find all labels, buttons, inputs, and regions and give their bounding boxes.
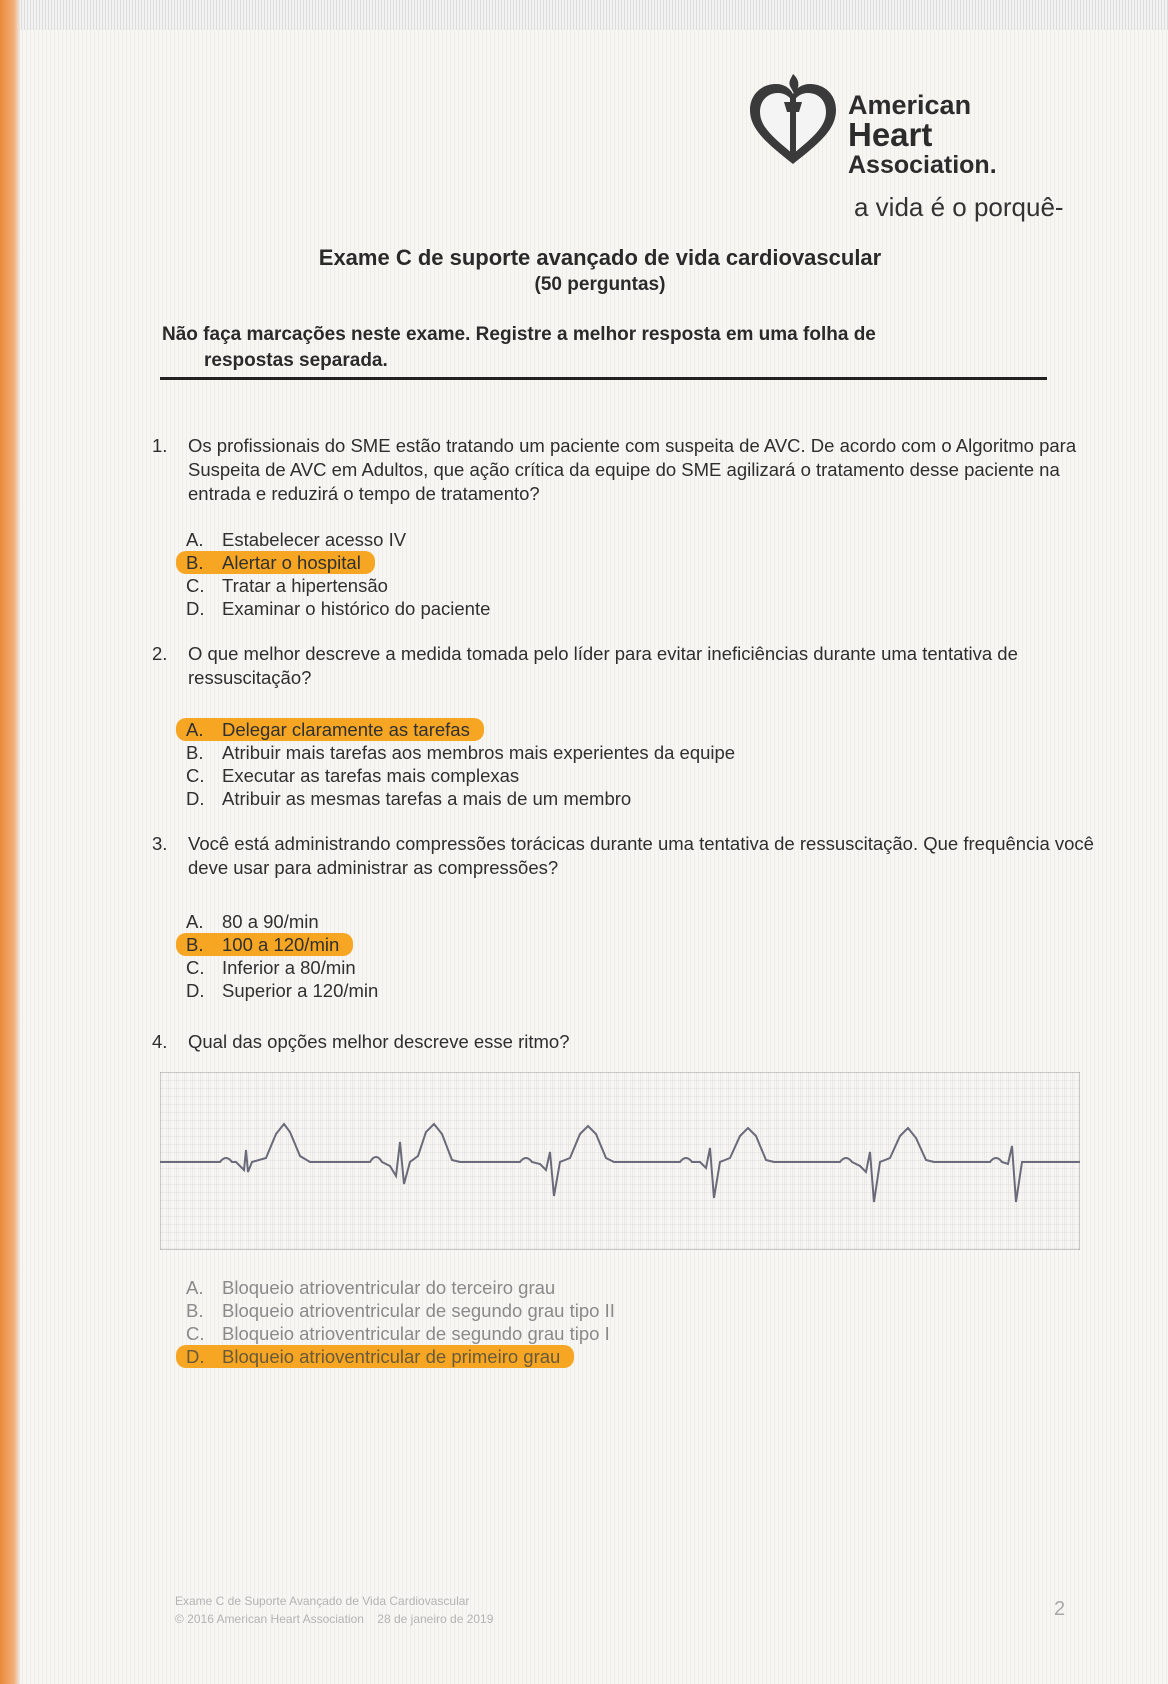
question-2-options — [186, 718, 735, 810]
page-number: 2 — [1054, 1598, 1066, 1620]
question-text: Você está administrando compressões torácicas durante uma tentativa de ressuscitação. Que frequência você deve usar para administrar as compressões? — [188, 833, 1094, 878]
option: D. Atribuir as mesmas tarefas a mais de um membro — [186, 788, 632, 809]
option: C. Executar as tarefas mais complexas — [186, 765, 520, 786]
question-4-options — [186, 1276, 615, 1368]
logo-line-association: Association. — [848, 151, 997, 179]
question-text: Os profissionais do SME estão tratando um paciente com suspeita de AVC. De acordo com o Algoritmo para Suspeita de AVC em Adultos, que ação crítica da equipe do SME agilizará o tratamento desse paciente na entrada e reduzirá o tempo de tratamento? — [188, 435, 1077, 504]
question-number: 3. — [152, 833, 168, 854]
footer-line-2: © 2016 American Heart Association 28 de janeiro de 2019 — [175, 1612, 494, 1626]
option: B. Bloqueio atrioventricular de segundo grau tipo II — [186, 1300, 615, 1321]
question-number: 1. — [152, 435, 168, 456]
option: C. Bloqueio atrioventricular de segundo grau tipo I — [186, 1323, 610, 1344]
instructions-line-2: respostas separada. — [204, 350, 388, 371]
question-number: 4. — [152, 1031, 168, 1052]
option: B. Atribuir mais tarefas aos membros mais experientes da equipe — [186, 742, 736, 763]
question-1-options — [186, 528, 490, 620]
question-text: O que melhor descreve a medida tomada pelo líder para evitar ineficiências durante uma tentativa de ressuscitação? — [188, 643, 1018, 688]
instructions-line-1: Não faça marcações neste exame. Registre a melhor resposta em uma folha de — [162, 324, 876, 345]
exam-title-text: Exame C de suporte avançado de vida cardiovascular — [318, 245, 882, 270]
logo-line-heart: Heart — [848, 116, 933, 153]
footer-line-1: Exame C de Suporte Avançado de Vida Cardiovascular — [175, 1594, 470, 1608]
option: C. Tratar a hipertensão — [186, 575, 388, 596]
header-divider — [160, 377, 1047, 380]
aha-logo — [748, 72, 1088, 232]
aha-wordmark — [848, 90, 997, 180]
ecg-rhythm-strip — [160, 1072, 1080, 1250]
heart-torch-icon — [748, 72, 838, 172]
question-text: Qual das opções melhor descreve esse ritmo? — [188, 1031, 570, 1052]
option: A. Bloqueio atrioventricular do terceiro grau — [186, 1277, 556, 1298]
logo-tagline: a vida é o porquê- — [854, 192, 1064, 222]
question-number: 2. — [152, 643, 168, 664]
highlighted-option: B. Alertar o hospital — [176, 551, 375, 574]
option: C. Inferior a 80/min — [186, 957, 356, 978]
highlighted-option: A. Delegar claramente as tarefas — [176, 718, 484, 741]
footer-date: 28 de janeiro de 2019 — [377, 1612, 494, 1626]
option: A. Estabelecer acesso IV — [186, 529, 407, 550]
option: D. Examinar o histórico do paciente — [186, 598, 491, 619]
exam-instructions — [162, 322, 1042, 374]
logo-line-american: American — [848, 90, 972, 120]
option: D. Superior a 120/min — [186, 980, 379, 1001]
question-3-options — [186, 910, 378, 1002]
scan-top-edge — [0, 0, 1168, 30]
exam-subtitle: (50 perguntas) — [534, 274, 666, 295]
page-footer — [175, 1592, 493, 1628]
highlighted-option: D. Bloqueio atrioventricular de primeiro grau — [176, 1345, 574, 1368]
scan-left-edge — [0, 0, 20, 1684]
exam-title — [250, 244, 950, 298]
option: A. 80 a 90/min — [186, 911, 319, 932]
highlighted-option: B. 100 a 120/min — [176, 933, 353, 956]
